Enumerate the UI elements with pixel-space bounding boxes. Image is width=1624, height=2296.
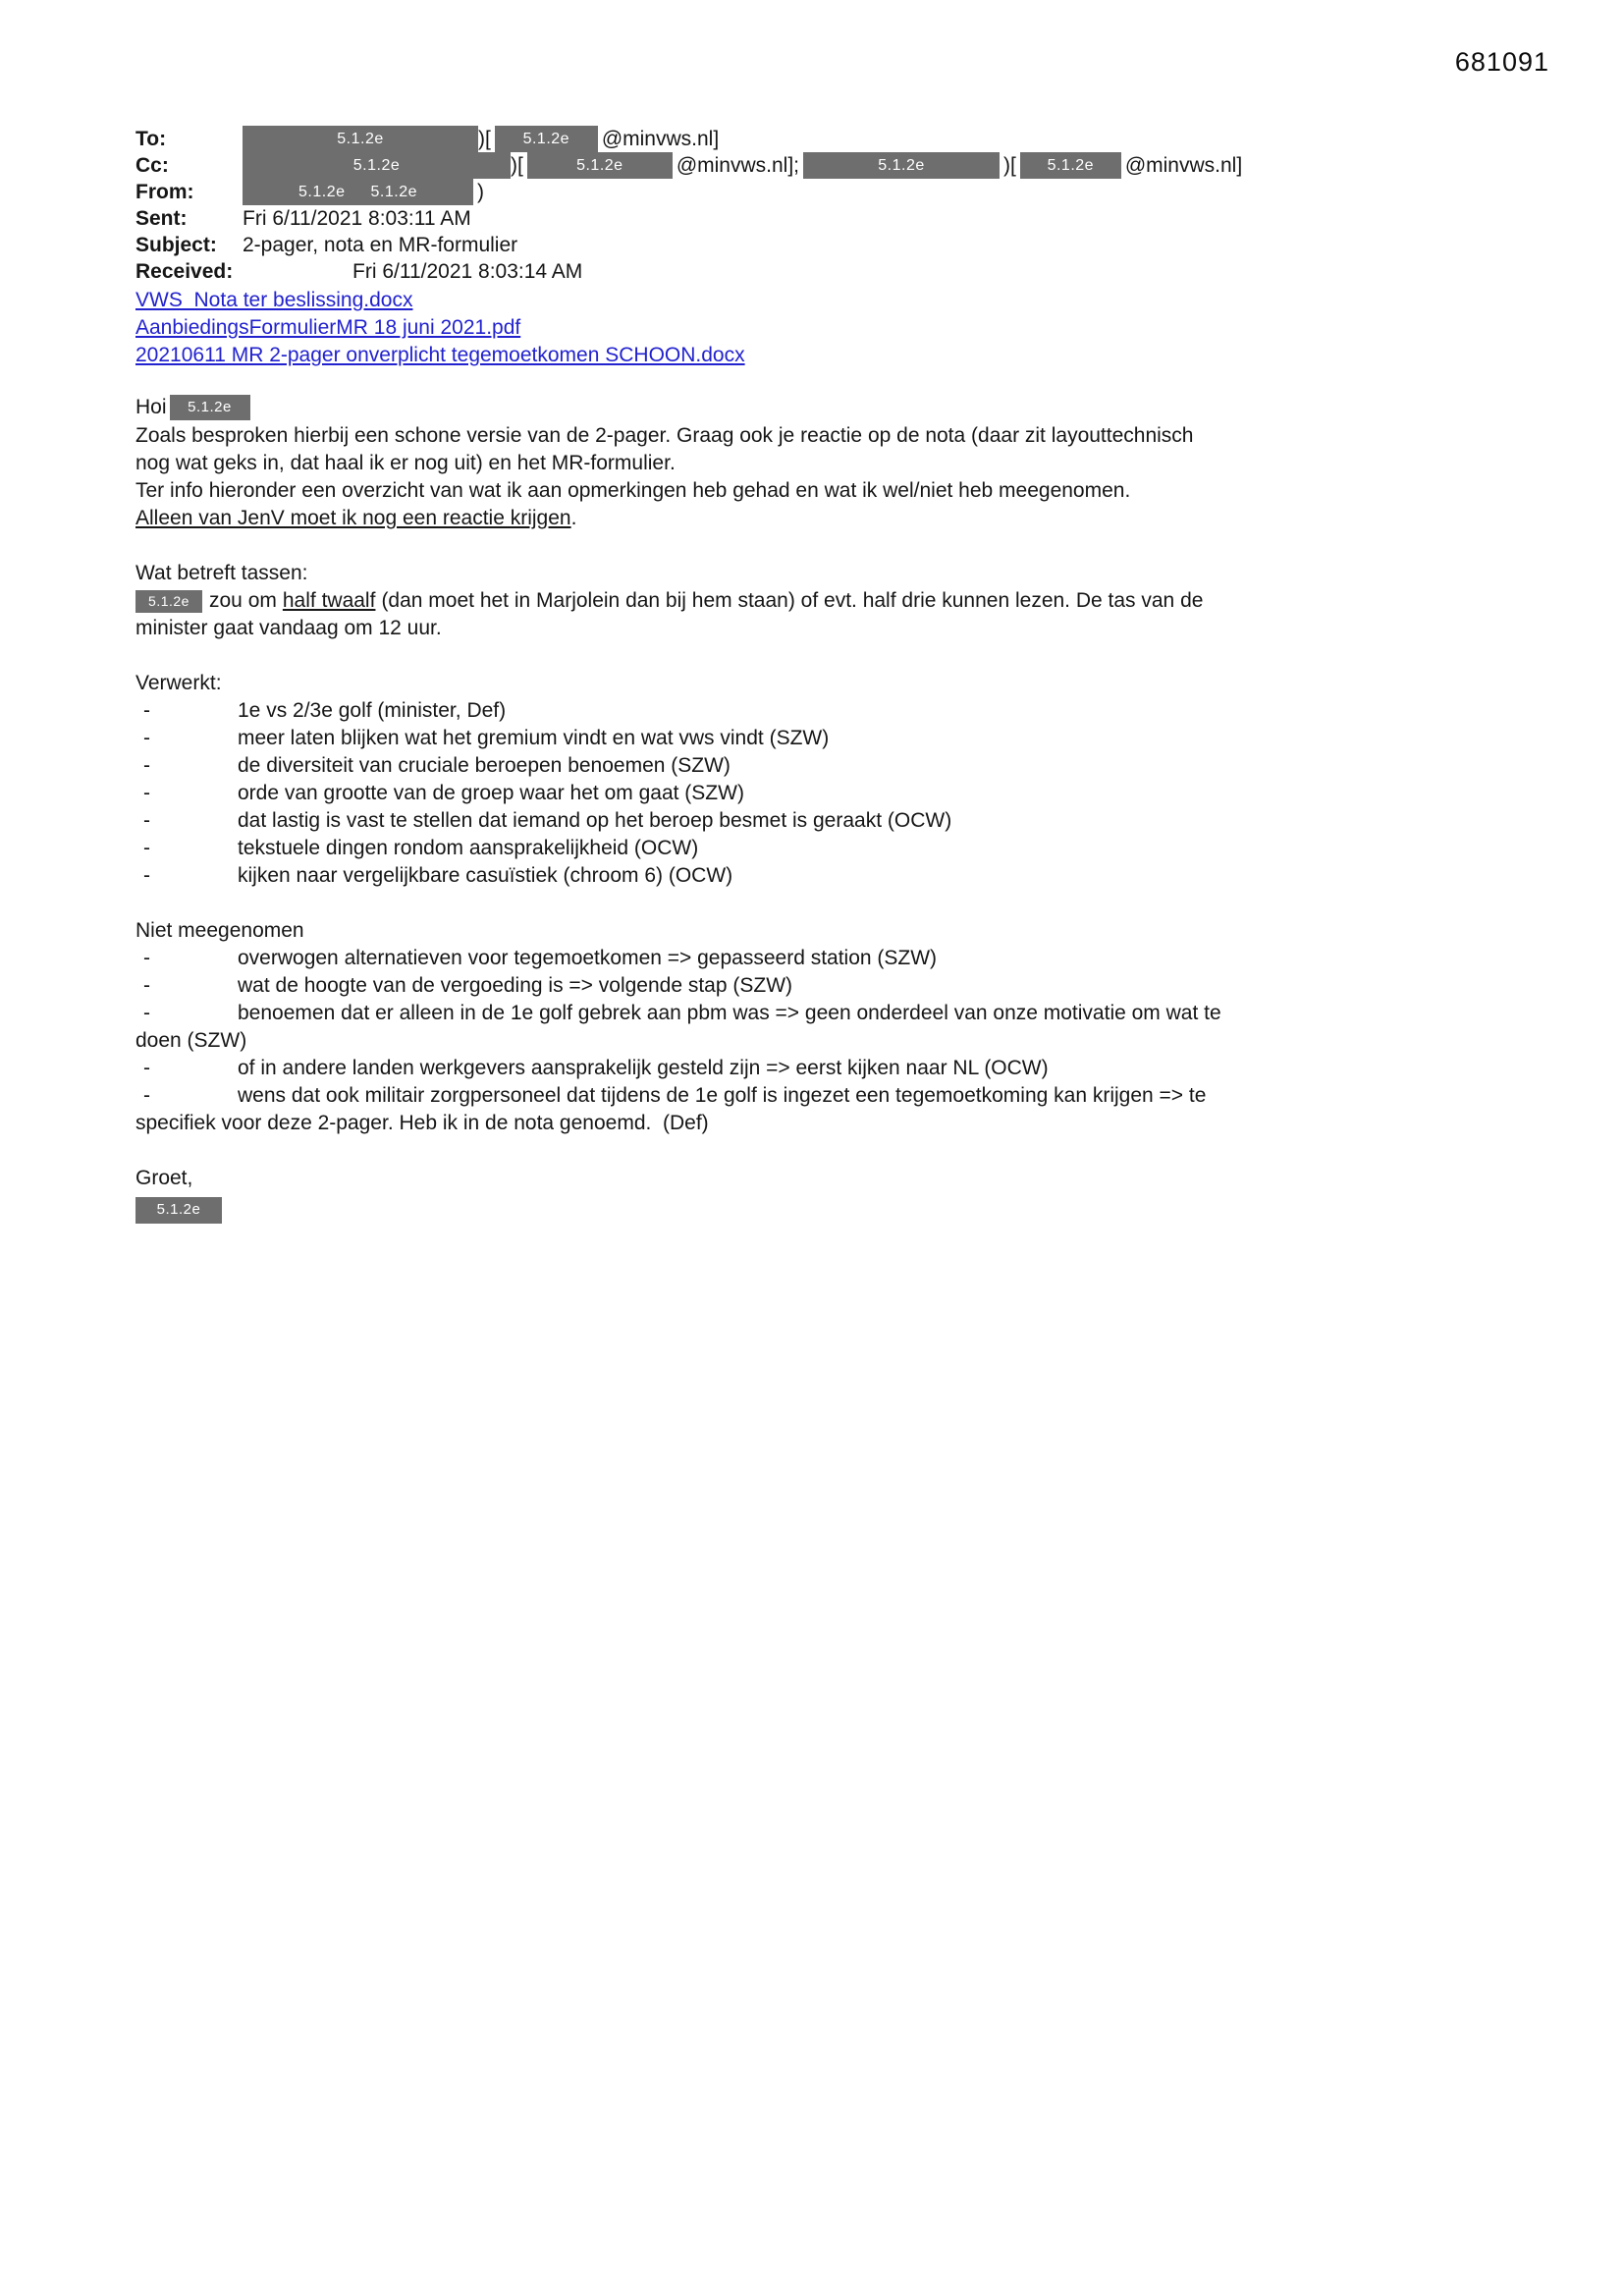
list-item-text: meer laten blijken wat het gremium vindt en wat vws vindt (SZW) [238, 727, 830, 749]
intro-period: . [570, 507, 577, 529]
verwerkt-heading: Verwerkt: [135, 672, 222, 694]
cc-bracket-1: )[ [511, 153, 523, 177]
tassen-pre-text: zou om [209, 589, 277, 612]
dash-bullet: - [143, 1057, 150, 1079]
to-domain: @minvws.nl] [601, 127, 720, 150]
list-item-text: kijken naar vergelijkbare casuïstiek (chroom 6) (OCW) [238, 864, 733, 887]
dash-bullet: - [143, 754, 150, 777]
list-item-text: benoemen dat er alleen in de 1e golf gebrek aan pbm was => geen onderdeel van onze motivatie om wat te [238, 1002, 1221, 1024]
list-item [135, 725, 1579, 752]
sent-value: Fri 6/11/2021 8:03:11 AM [243, 206, 471, 230]
redaction-box: 5.1.2e [135, 1197, 222, 1224]
dash-bullet: - [143, 809, 150, 832]
redaction-box: 5.1.2e [135, 590, 202, 613]
dash-bullet: - [143, 727, 150, 749]
redaction-box: 5.1.2e [170, 395, 250, 420]
list-item [135, 752, 1579, 780]
subject-value: 2-pager, nota en MR-formulier [243, 233, 518, 256]
attachment-link-nota[interactable]: VWS_Nota ter beslissing.docx [135, 289, 413, 311]
redaction-box: 5.1.2e [1020, 152, 1121, 179]
closing-text: Groet, [135, 1167, 193, 1189]
list-item [135, 1055, 1579, 1082]
tassen-section [135, 560, 1579, 642]
redaction-label: 5.1.2e [298, 183, 346, 200]
list-item-text: tekstuele dingen rondom aansprakelijkheid (OCW) [238, 837, 699, 859]
niet-meegenomen-heading: Niet meegenomen [135, 919, 304, 942]
header-row-to [135, 126, 1579, 152]
document-number: 681091 [1454, 47, 1549, 77]
cc-domain-1: @minvws.nl]; [676, 153, 799, 177]
received-label: Received: [135, 259, 234, 283]
email-body [135, 393, 1579, 1224]
redaction-box: 5.1.2e [243, 152, 511, 179]
list-item [135, 972, 1579, 1000]
intro-line-3: Ter info hieronder een overzicht van wat ik aan opmerkingen heb gehad en wat ik wel/niet heb meegenomen. [135, 479, 1131, 502]
list-item-text: wens dat ook militair zorgpersoneel dat tijdens de 1e golf is ingezet een tegemoetkoming kan krijgen => te [238, 1084, 1207, 1107]
intro-underlined-sentence: Alleen van JenV moet ik nog een reactie krijgen [135, 507, 571, 529]
redaction-box: 5.1.2e [495, 126, 598, 152]
header-row-cc [135, 152, 1579, 179]
niet-meegenomen-section [135, 917, 1579, 1137]
cc-value [243, 152, 1242, 180]
from-paren: ) [477, 180, 484, 203]
verwerkt-section [135, 670, 1579, 890]
dash-bullet: - [143, 947, 150, 969]
dash-bullet: - [143, 782, 150, 804]
header-row-subject [135, 232, 1579, 258]
dash-bullet: - [143, 864, 150, 887]
dash-bullet: - [143, 837, 150, 859]
email-content [135, 126, 1579, 1224]
redaction-label: 5.1.2e [370, 183, 417, 200]
redaction-box [243, 179, 473, 205]
dash-bullet: - [143, 974, 150, 997]
list-item-text: de diversiteit van cruciale beroepen benoemen (SZW) [238, 754, 731, 777]
from-label: From: [135, 180, 194, 203]
list-item-text: orde van grootte van de groep waar het om gaat (SZW) [238, 782, 744, 804]
dash-bullet: - [143, 1002, 150, 1024]
list-item-text: overwogen alternatieven voor tegemoetkomen => gepasseerd station (SZW) [238, 947, 938, 969]
cc-domain-2: @minvws.nl] [1124, 153, 1243, 177]
to-bracket: )[ [478, 127, 491, 150]
list-item [135, 807, 1579, 835]
tassen-line-1 [135, 587, 1579, 615]
header-row-received [135, 258, 1579, 285]
list-item [135, 697, 1579, 725]
dash-bullet: - [143, 1084, 150, 1107]
tassen-post-text: (dan moet het in Marjolein dan bij hem staan) of evt. half drie kunnen lezen. De tas van de [381, 589, 1204, 612]
redaction-box: 5.1.2e [803, 152, 1000, 179]
list-item-text: 1e vs 2/3e golf (minister, Def) [238, 699, 507, 722]
intro-line-2: nog wat geks in, dat haal ik er nog uit) en het MR-formulier. [135, 452, 676, 474]
list-item [135, 780, 1579, 807]
redaction-box: 5.1.2e [527, 152, 673, 179]
signature-line [135, 1194, 1579, 1224]
greeting-line [135, 393, 1579, 422]
attachment-links [135, 287, 1579, 369]
cc-label: Cc: [135, 153, 169, 177]
list-item [135, 1000, 1579, 1027]
dash-bullet: - [143, 699, 150, 722]
to-label: To: [135, 127, 167, 150]
to-value [243, 126, 719, 153]
cc-bracket-2: )[ [1003, 153, 1016, 177]
redaction-box: 5.1.2e [243, 126, 478, 152]
list-item [135, 862, 1579, 890]
list-item-text: of in andere landen werkgevers aansprakelijk gesteld zijn => eerst kijken naar NL (OCW) [238, 1057, 1049, 1079]
intro-line-4 [135, 505, 1579, 532]
sent-label: Sent: [135, 206, 188, 230]
tassen-line-2: minister gaat vandaag om 12 uur. [135, 617, 442, 639]
tassen-underlined-text: half twaalf [282, 589, 376, 612]
list-item [135, 1082, 1579, 1110]
list-item-continuation: specifiek voor deze 2-pager. Heb ik in de nota genoemd. (Def) [135, 1112, 709, 1134]
attachment-link-2pager[interactable]: 20210611 MR 2-pager onverplicht tegemoetkomen SCHOON.docx [135, 344, 745, 366]
list-item-continuation: doen (SZW) [135, 1029, 247, 1052]
intro-line-1: Zoals besproken hierbij een schone versie van de 2-pager. Graag ook je reactie op de nota (daar zit layouttechnisch [135, 424, 1194, 447]
greeting-text: Hoi [135, 396, 167, 418]
from-value [243, 179, 484, 206]
attachment-link-aanbiedingsformulier[interactable]: AanbiedingsFormulierMR 18 juni 2021.pdf [135, 316, 521, 339]
list-item [135, 945, 1579, 972]
tassen-heading: Wat betreft tassen: [135, 562, 308, 584]
list-item [135, 835, 1579, 862]
list-item-text: dat lastig is vast te stellen dat iemand op het beroep besmet is geraakt (OCW) [238, 809, 952, 832]
received-value: Fri 6/11/2021 8:03:14 AM [352, 259, 583, 283]
closing-section [135, 1165, 1579, 1224]
header-row-sent [135, 205, 1579, 232]
subject-label: Subject: [135, 233, 217, 256]
header-row-from [135, 179, 1579, 205]
list-item-text: wat de hoogte van de vergoeding is => volgende stap (SZW) [238, 974, 793, 997]
